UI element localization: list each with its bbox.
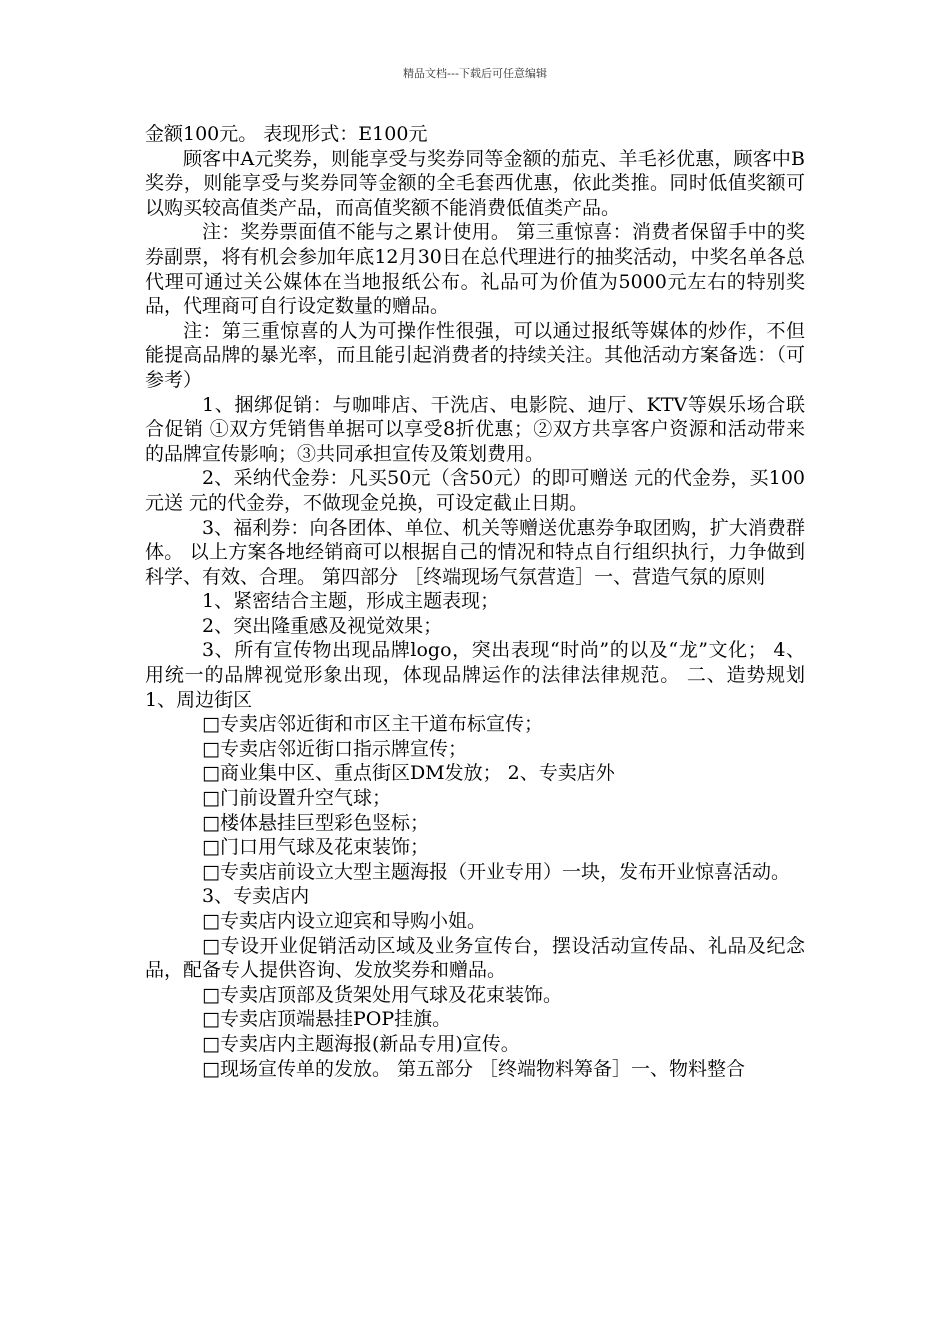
paragraph: 2、采纳代金券：凡买50元（含50元）的即可赠送 元的代金券，买100元送 元的代金券，不做现金兑换，可设定截止日期。 — [145, 467, 805, 514]
list-item: □专设开业促销活动区域及业务宣传台，摆设活动宣传品、礼品及纪念品，配备专人提供咨询、发放奖券和赠品。 — [145, 934, 805, 982]
paragraph: 注：第三重惊喜的人为可操作性很强，可以通过报纸等媒体的炒作，不但能提高品牌的暴光率，而且能引起消费者的持续关注。其他活动方案备选：（可参考） — [145, 319, 805, 391]
list-item: □专卖店顶部及货架处用气球及花束装饰。 — [202, 983, 562, 1006]
paragraph: 3、所有宣传物出现品牌logo，突出表现“时尚”的以及“龙”文化； 4、用统一的品牌视觉形象出现，体现品牌运作的法律法律规范。 二、造势规划 1、周边街区 — [145, 639, 805, 711]
list-item: □专卖店内主题海报(新品专用)宣传。 — [202, 1032, 520, 1055]
list-item: □现场宣传单的发放。 第五部分 ［终端物料筹备］一、物料整合 — [202, 1057, 746, 1080]
list-item: □门口用气球及花束装饰； — [202, 836, 429, 859]
list-item: □专卖店内设立迎宾和导购小姐。 — [202, 910, 486, 932]
list-item: □楼体悬挂巨型彩色竖标； — [202, 811, 429, 834]
list-item: □商业集中区、重点街区DM发放； 2、专卖店外 — [202, 762, 615, 785]
list-item: □专卖店邻近街口指示牌宣传； — [202, 737, 467, 760]
paragraph: 顾客中A元奖券，则能享受与奖券同等金额的茄克、羊毛衫优惠，顾客中B奖券，则能享受与奖券同等金额的全毛套西优惠，依此类推。同时低值奖额可以购买较高值类产品，而高值奖额不能消费低值类产品。 — [145, 147, 805, 219]
paragraph: 1、紧密结合主题，形成主题表现； — [202, 590, 500, 613]
paragraph: 注：奖券票面值不能与之累计使用。 第三重惊喜：消费者保留手中的奖券副票，将有机会参加年底12月30日在总代理进行的抽奖活动，中奖名单各总代理可通过关公媒体在当地报纸公布。礼品可为价值为5000元左右的特别奖品，代理商可自行设定数量的赠品。 — [145, 221, 805, 318]
paragraph: 3、专卖店内 — [202, 885, 310, 908]
list-item: □门前设置升空气球； — [202, 787, 391, 810]
paragraph: 1、捆绑促销：与咖啡店、干洗店、电影院、迪厅、KTV等娱乐场合联合促销 ①双方凭销售单据可以享受8折优惠；②双方共享客户资源和活动带来的品牌宣传影响；③共同承担宣传及策划费用。 — [145, 393, 805, 465]
page-header: 精品文档---下载后可任意编辑 — [403, 67, 547, 80]
list-item: □专卖店顶端悬挂POP挂旗。 — [202, 1008, 452, 1031]
paragraph: 金额100元。 表现形式：E100元 — [145, 123, 428, 145]
list-item: □专卖店邻近街和市区主干道布标宣传； — [202, 713, 543, 736]
document-body — [145, 122, 805, 1081]
paragraph: 3、福利券：向各团体、单位、机关等赠送优惠券争取团购，扩大消费群体。 以上方案各地经销商可以根据自己的情况和特点自行组织执行，力争做到科学、有效、合理。 第四部分 ［终端现场气氛营造］一、营造气氛的原则 — [145, 516, 805, 588]
paragraph: 2、突出隆重感及视觉效果； — [202, 614, 443, 637]
list-item: □专卖店前设立大型主题海报（开业专用）一块，发布开业惊喜活动。 — [202, 860, 790, 883]
